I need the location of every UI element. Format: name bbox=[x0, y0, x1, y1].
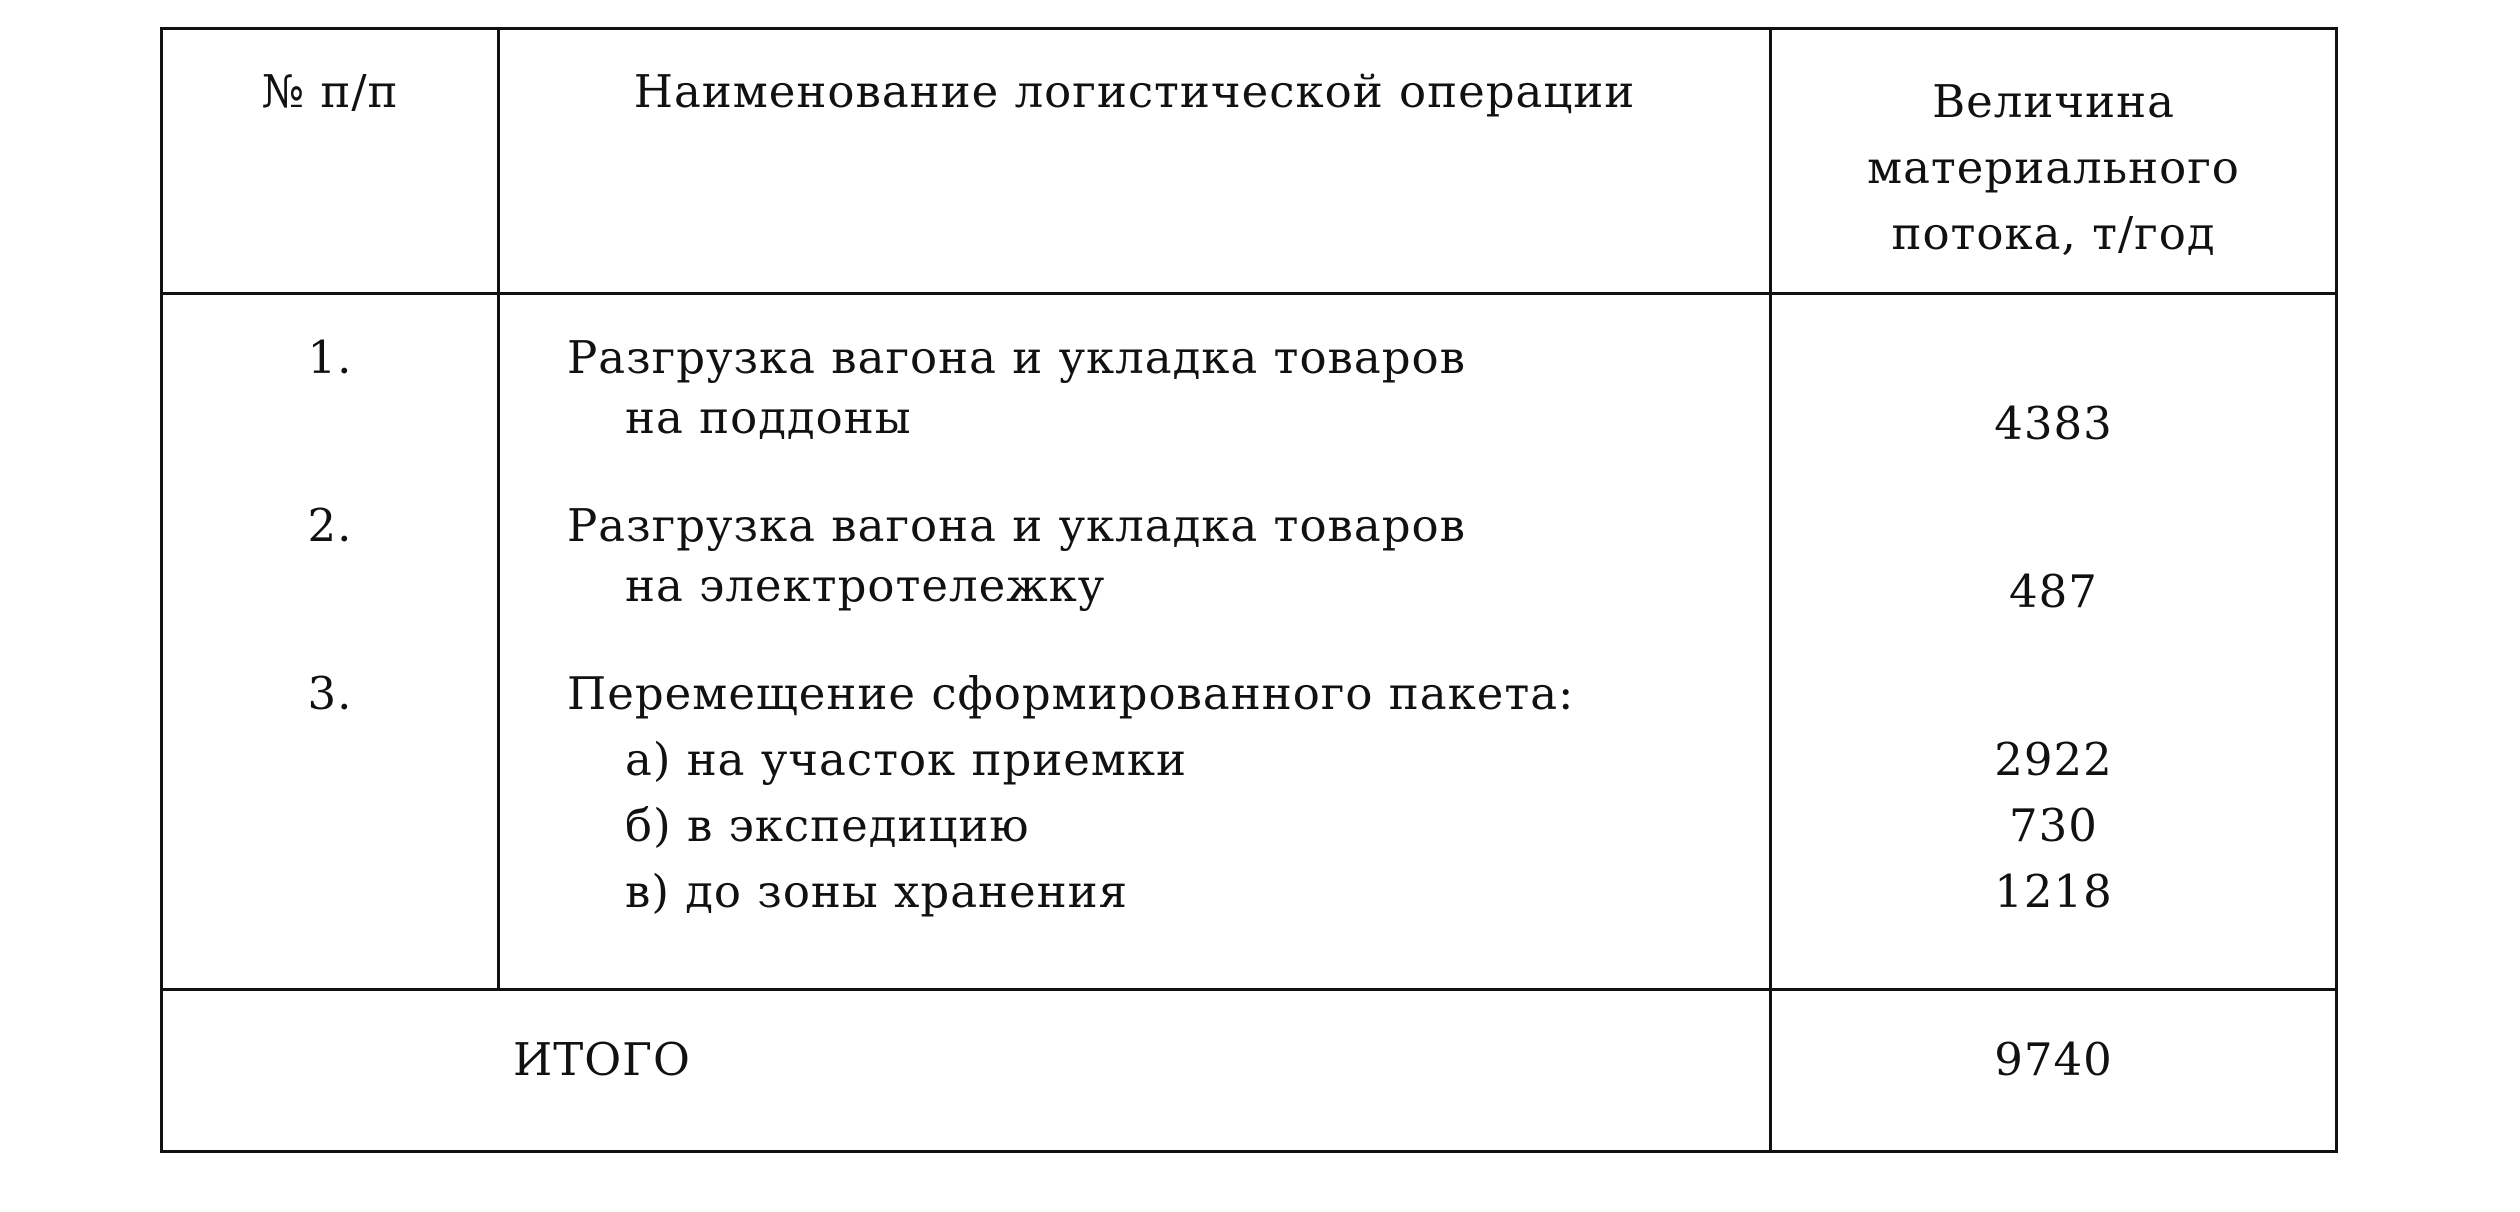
row-2-operation-line-2: на электротележку bbox=[625, 559, 1106, 612]
header-number: № п/п bbox=[261, 65, 399, 118]
total-label: ИТОГО bbox=[513, 1033, 691, 1086]
header-flow-line-3: потока, т/год bbox=[1891, 207, 2216, 260]
row-1-operation-line-1: Разгрузка вагона и укладка товаров bbox=[567, 331, 1466, 384]
column-divider-number bbox=[497, 30, 500, 990]
row-3-number: 3. bbox=[307, 667, 353, 720]
row-3-operation-line-1: Перемещение сформированного пакета: bbox=[567, 667, 1575, 720]
row-1-value: 4383 bbox=[1994, 397, 2113, 450]
header-divider bbox=[163, 292, 2335, 295]
row-3-sub-item-a-label: а) на участок приемки bbox=[625, 733, 1188, 786]
header-operation: Наименование логистической операции bbox=[633, 65, 1636, 118]
header-flow-line-1: Величина bbox=[1932, 75, 2175, 128]
row-3-sub-item-a-value: 2922 bbox=[1994, 733, 2113, 786]
total-divider bbox=[163, 988, 2335, 991]
row-1-operation-line-2: на поддоны bbox=[625, 391, 912, 444]
row-2-number: 2. bbox=[307, 499, 353, 552]
row-3-sub-item-b-value: 730 bbox=[2009, 799, 2098, 852]
total-value: 9740 bbox=[1994, 1033, 2113, 1086]
row-2-operation-line-1: Разгрузка вагона и укладка товаров bbox=[567, 499, 1466, 552]
row-2-value: 487 bbox=[2009, 565, 2098, 618]
logistics-table bbox=[160, 27, 2338, 1153]
header-flow-line-2: материального bbox=[1867, 141, 2240, 194]
row-3-sub-item-b-label: б) в экспедицию bbox=[625, 799, 1030, 852]
row-3-sub-item-c-value: 1218 bbox=[1994, 865, 2113, 918]
row-1-number: 1. bbox=[307, 331, 353, 384]
row-3-sub-item-c-label: в) до зоны хранения bbox=[625, 865, 1129, 918]
